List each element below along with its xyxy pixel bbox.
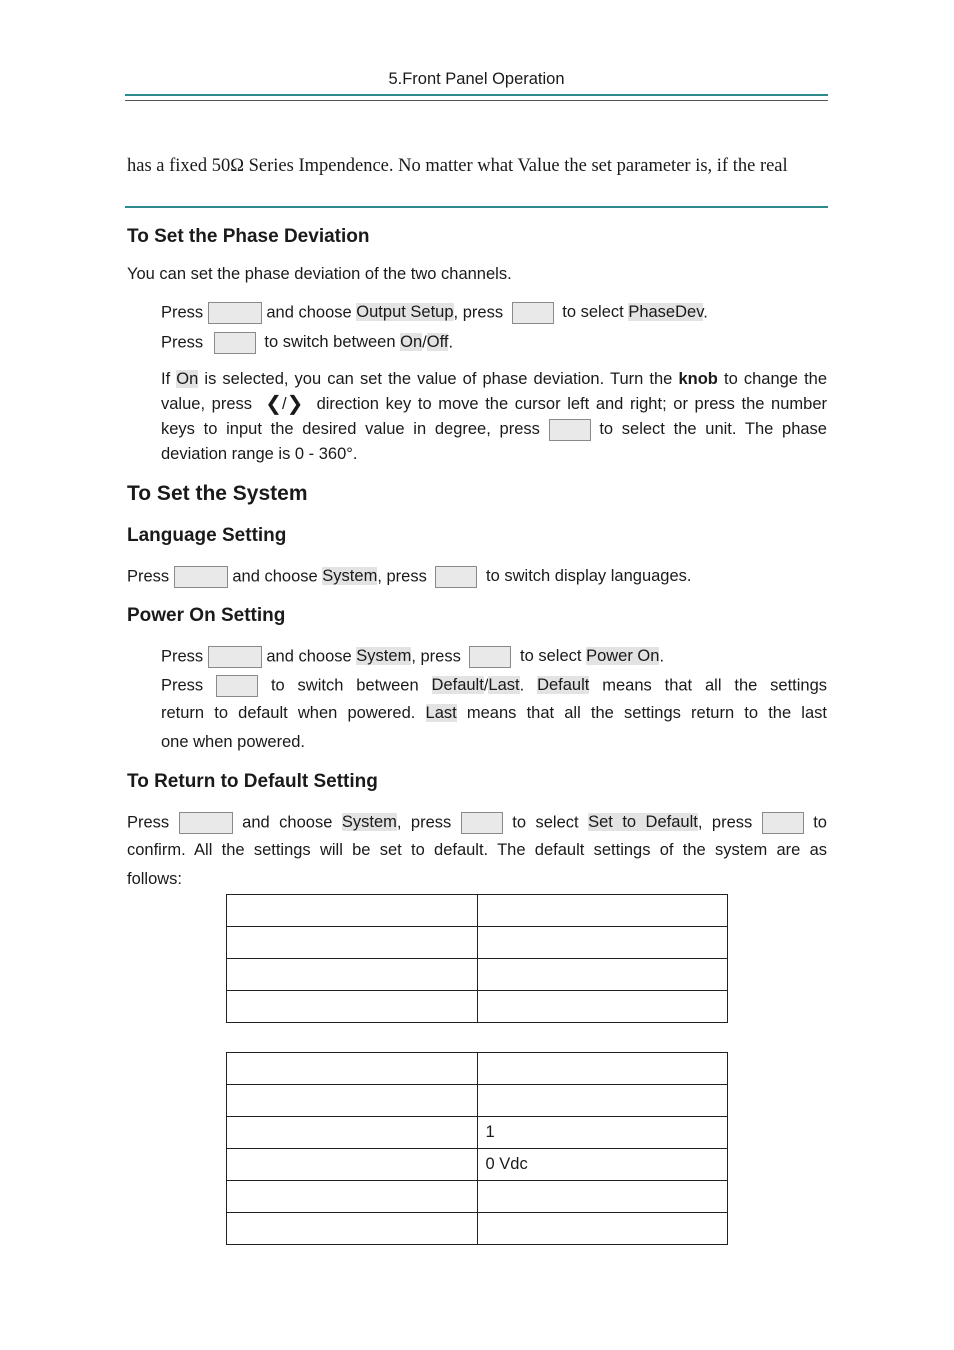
- utility-key[interactable]: [208, 646, 262, 668]
- text: Press: [161, 647, 204, 666]
- system-heading: To Set the System: [127, 482, 308, 505]
- menu-item-system: System: [341, 813, 397, 832]
- table-cell: [227, 1149, 478, 1181]
- table-cell: [477, 1085, 728, 1117]
- text: to select: [562, 303, 624, 322]
- table-row: [227, 1149, 728, 1181]
- table-cell: [477, 927, 728, 959]
- table-cell: 1: [477, 1117, 728, 1149]
- text: and choose: [266, 303, 352, 322]
- section-rule: [125, 206, 828, 208]
- text: to switch display languages.: [486, 567, 692, 586]
- knob-label: knob: [678, 370, 718, 388]
- text: means that all the settings return to the last: [466, 704, 827, 722]
- text: /: [422, 333, 427, 352]
- table-cell: [227, 895, 478, 927]
- phase-step-2: [161, 332, 453, 354]
- menu-item-set-to-default: Set to Default: [588, 813, 698, 832]
- text: and choose: [232, 567, 318, 586]
- default-step-2: confirm. All the settings will be set to default. The default settings of the system are as: [127, 841, 827, 859]
- table-row: [227, 1181, 728, 1213]
- option-last: Last: [488, 676, 520, 695]
- default-step-3: follows:: [127, 870, 183, 888]
- text: Press: [127, 567, 170, 586]
- table-cell: 0 Vdc: [477, 1149, 728, 1181]
- text: /: [282, 395, 287, 413]
- table-row: [227, 927, 728, 959]
- utility-key[interactable]: [174, 566, 228, 588]
- text: , press: [697, 813, 753, 832]
- table-cell: [227, 1181, 478, 1213]
- table-cell: [227, 1053, 478, 1085]
- table-row: [227, 895, 728, 927]
- table-cell: [227, 1117, 478, 1149]
- text: Press: [161, 676, 204, 695]
- power-step-3: [161, 704, 827, 723]
- table-row: [227, 959, 728, 991]
- text: Press: [127, 813, 170, 832]
- table-cell: [227, 991, 478, 1023]
- softkey[interactable]: [512, 302, 554, 324]
- option-default: Default: [537, 676, 590, 695]
- page-header: 5.Front Panel Operation: [388, 70, 565, 88]
- table-row: [227, 1117, 728, 1149]
- option-on: On: [176, 370, 199, 388]
- softkey[interactable]: [214, 332, 256, 354]
- utility-key[interactable]: [179, 812, 233, 834]
- option-off: Off: [426, 333, 449, 352]
- continued-text: has a fixed 50Ω Series Impendence. No matter what Value the set parameter is, if the real: [127, 156, 788, 176]
- language-step: [127, 566, 691, 588]
- softkey[interactable]: [435, 566, 477, 588]
- default-heading: To Return to Default Setting: [127, 771, 378, 792]
- text: return to default when powered.: [161, 704, 416, 722]
- table-cell: [477, 959, 728, 991]
- text: to: [813, 813, 827, 832]
- table-cell: [477, 991, 728, 1023]
- text: is selected, you can set the value of phase deviation. Turn the: [204, 370, 673, 388]
- table-row: [227, 1085, 728, 1117]
- text: to select: [512, 813, 579, 832]
- default-settings-table-1: [226, 894, 728, 1023]
- softkey[interactable]: [762, 812, 804, 834]
- text: to switch between: [270, 676, 419, 695]
- text: and choose: [266, 647, 352, 666]
- menu-item-phasedev: PhaseDev: [628, 303, 704, 322]
- phase-intro: You can set the phase deviation of the two channels.: [127, 265, 512, 283]
- table-cell: [477, 895, 728, 927]
- text: , press: [377, 567, 427, 586]
- table-cell: [477, 1053, 728, 1085]
- text: /: [483, 676, 489, 695]
- softkey[interactable]: [216, 675, 258, 697]
- text: to select: [520, 647, 582, 666]
- table-cell: [227, 1085, 478, 1117]
- power-step-2: [161, 675, 827, 697]
- text: .: [659, 647, 665, 666]
- text: Press: [161, 303, 204, 322]
- header-rule: [125, 94, 828, 96]
- text: , press: [453, 303, 504, 322]
- table-cell: [227, 927, 478, 959]
- softkey[interactable]: [469, 646, 511, 668]
- softkey[interactable]: [549, 419, 591, 441]
- power-step-1: [161, 646, 664, 668]
- text: Press: [161, 333, 204, 352]
- default-step-1: [127, 812, 827, 834]
- phase-step-1: [161, 302, 708, 324]
- text: .: [519, 676, 525, 695]
- table-cell: [227, 1213, 478, 1245]
- table-row: [227, 1053, 728, 1085]
- default-settings-table-2: [226, 1052, 728, 1245]
- text: means that all the settings: [602, 676, 828, 695]
- text: to switch between: [264, 333, 396, 352]
- table-cell: [477, 1213, 728, 1245]
- menu-item-system: System: [356, 647, 412, 666]
- table-cell: [227, 959, 478, 991]
- text: If: [161, 370, 171, 388]
- menu-item-system: System: [322, 567, 378, 586]
- option-last: Last: [425, 704, 457, 722]
- text: to change the value, press: [161, 370, 828, 413]
- menu-item-output-setup: Output Setup: [356, 303, 454, 322]
- phase-heading: To Set the Phase Deviation: [127, 226, 370, 247]
- text: , press: [396, 813, 452, 832]
- phase-paragraph: [161, 367, 827, 467]
- text: .: [448, 333, 454, 352]
- power-heading: Power On Setting: [127, 605, 286, 626]
- table-row: [227, 991, 728, 1023]
- text: to select the unit. The phase deviation range is 0 - 360°.: [161, 420, 827, 464]
- text: .: [703, 303, 708, 322]
- softkey[interactable]: [461, 812, 503, 834]
- option-on: On: [400, 333, 423, 352]
- text: and choose: [242, 813, 333, 832]
- power-step-4: one when powered.: [161, 733, 306, 751]
- header-rule-thin: [125, 100, 828, 101]
- chevron-left-icon: ❮: [265, 393, 282, 416]
- language-heading: Language Setting: [127, 525, 287, 546]
- text: direction key to move the cursor left and right; or press the number keys to input the desired value in degree, press: [161, 395, 828, 439]
- table-cell: [477, 1181, 728, 1213]
- table-row: [227, 1213, 728, 1245]
- utility-key[interactable]: [208, 302, 262, 324]
- option-default: Default: [431, 676, 484, 695]
- chevron-right-icon: ❯: [286, 393, 304, 416]
- menu-item-power-on: Power On: [586, 647, 660, 666]
- text: , press: [411, 647, 461, 666]
